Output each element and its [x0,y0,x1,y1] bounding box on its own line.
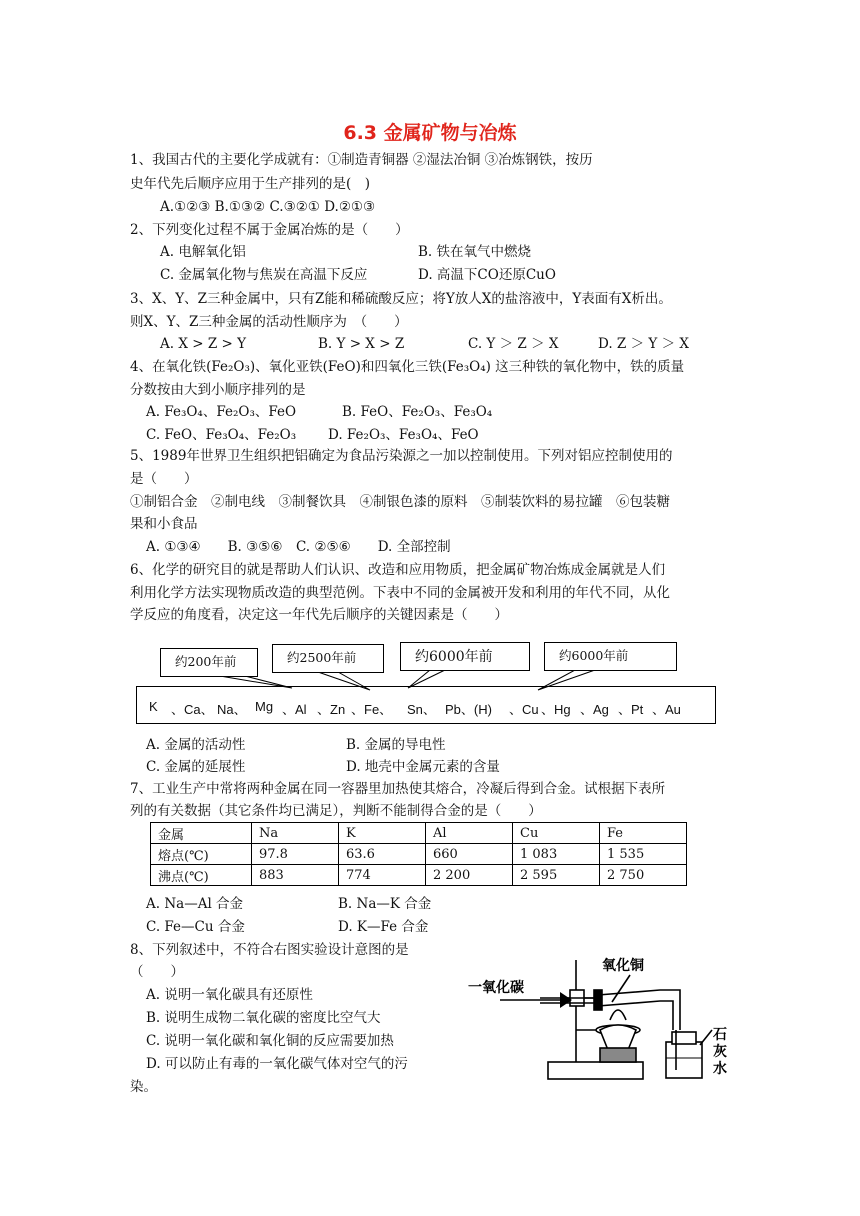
q4-option-d: D. Fe₂O₃、Fe₃O₄、FeO [328,427,479,443]
table-cell: 97.8 [252,844,339,865]
table-cell: 2 595 [513,865,600,886]
q1-stem: 1、我国古代的主要化学成就有：①制造青铜器 ②湿法冶铜 ③冶炼钢铁，按历 [130,152,593,168]
q2-option-a: A. 电解氧化铝 [160,244,246,260]
table-cell: 63.6 [339,844,426,865]
q5-items: 果和小食品 [130,516,198,532]
q8-stem: 8、下列叙述中，不符合右图实验设计意图的是 [130,942,409,958]
q4-option-c: C. FeO、Fe₃O₄、Fe₂O₃ [146,427,297,443]
lime-water-label: 石 [713,1027,727,1043]
q6-option-d: D. 地壳中金属元素的含量 [346,759,500,775]
q4-stem: 分数按由大到小顺序排列的是 [130,382,306,398]
q6-option-a: A. 金属的活动性 [146,737,246,753]
q8-stem: （ ） [130,964,184,980]
q1-stem: 史年代先后顺序应用于生产排列的是( ) [130,176,371,192]
q7-option-a: A. Na—Al 合金 [146,896,244,912]
q6-stem: 学反应的角度看，决定这一年代先后顺序的关键因素是（ ） [130,607,508,623]
co-label: 一氧化碳 [468,980,524,996]
q4-option-a: A. Fe₃O₄、Fe₂O₃、FeO [146,404,297,420]
table-cell: 2 200 [426,865,513,886]
table-cell: Fe [600,823,687,844]
q7-option-b: B. Na—K 合金 [338,896,432,912]
q7-option-c: C. Fe—Cu 合金 [146,919,245,935]
metal-properties-table [150,822,687,886]
bubble-2500-years: 约2500年前 [272,644,384,673]
q5-stem: 是（ ） [130,471,198,487]
q2-option-d: D. 高温下CO还原CuO [418,267,556,283]
table-cell: 883 [252,865,339,886]
table-cell: Na [252,823,339,844]
series-item: 、Pt [618,702,644,717]
table-cell: 1 083 [513,844,600,865]
q8-option-a: A. 说明一氧化碳具有还原性 [146,987,313,1003]
q4-stem: 4、在氧化铁(Fe₂O₃)、氧化亚铁(FeO)和四氧化三铁(Fe₃O₄) 这三种铁的氧化物中，铁的质量 [130,359,685,375]
q6-option-b: B. 金属的导电性 [346,737,446,753]
q6-stem: 6、化学的研究目的就是帮助人们认识、改造和应用物质，把金属矿物冶炼成金属就是人们 [130,562,666,578]
q3-stem: 则X、Y、Z三种金属的活动性顺序为 （ ） [130,314,408,330]
bubble-200-years: 约200年前 [160,648,258,677]
series-item: 、Au [652,702,681,717]
q7-stem: 列的有关数据（其它条件均已满足），判断不能制得合金的是（ ） [130,803,542,819]
series-item: K [149,699,158,714]
table-cell: 2 750 [600,865,687,886]
table-cell: 660 [426,844,513,865]
table-row [151,844,687,865]
table-row [151,823,687,844]
table-cell: 沸点(℃) [151,865,252,886]
q6-stem: 利用化学方法实现物质改造的典型范例。下表中不同的金属被开发和利用的年代不同，从化 [130,585,670,601]
table-cell: Al [426,823,513,844]
table-cell: 1 535 [600,844,687,865]
series-item: Sn、 [407,702,436,717]
q8-option-d: 染。 [130,1079,157,1095]
metal-activity-series-box [136,686,716,724]
series-item: Pb、(H) [445,702,492,717]
q4-option-b: B. FeO、Fe₂O₃、Fe₃O₄ [342,404,493,420]
series-item: Mg [255,699,274,714]
series-item: 、Ag [580,702,609,717]
series-item: 、Cu [509,702,539,717]
q1-options: A.①②③ B.①③② C.③②① D.②①③ [160,199,376,215]
series-item: 、Ca、 [171,702,214,717]
q7-option-d: D. K—Fe 合金 [338,919,429,935]
series-item: 、Hg [541,702,571,717]
q8-option-d: D. 可以防止有毒的一氧化碳气体对空气的污 [146,1056,408,1072]
page-title: 6.3 金属矿物与冶炼 [343,122,517,144]
lime-water-label: 灰 [713,1044,727,1060]
table-cell: 774 [339,865,426,886]
q8-option-b: B. 说明生成物二氧化碳的密度比空气大 [146,1010,381,1026]
table-cell: Cu [513,823,600,844]
series-item: 、Zn [317,702,346,717]
q3-option-b: B. Y > X > Z [318,336,405,352]
q3-option-d: D. Z ＞ Y ＞ X [598,336,689,352]
table-row [151,865,687,886]
bubble-6000-years: 约6000年前 [400,642,530,671]
bubble-6000-years: 约6000年前 [544,642,677,671]
q3-option-a: A. X > Z > Y [160,336,247,352]
q7-stem: 7、工业生产中常将两种金属在同一容器里加热使其熔合，冷凝后得到合金。试根据下表所 [130,781,666,797]
q5-stem: 5、1989年世界卫生组织把铝确定为食品污染源之一加以控制使用。下列对铝应控制使用的 [130,448,673,464]
q5-items: ①制铝合金 ②制电线 ③制餐饮具 ④制银色漆的原料 ⑤制装饮料的易拉罐 ⑥包装糖 [130,494,670,510]
q5-options: A. ①③④ B. ③⑤⑥ C. ②⑤⑥ D. 全部控制 [146,539,451,555]
table-cell: 熔点(℃) [151,844,252,865]
q6-option-c: C. 金属的延展性 [146,759,246,775]
series-item: 、Al [282,702,307,717]
table-cell: 金属 [151,823,252,844]
series-item: Na、 [217,702,247,717]
q3-option-c: C. Y ＞ Z ＞ X [468,336,559,352]
series-item: 、Fe、 [351,702,393,717]
q3-stem: 3、X、Y、Z三种金属中，只有Z能和稀硫酸反应；将Y放人X的盐溶液中，Y表面有X析出。 [130,291,672,307]
table-cell: K [339,823,426,844]
q2-option-b: B. 铁在氧气中燃烧 [418,244,532,260]
q8-option-c: C. 说明一氧化碳和氧化铜的反应需要加热 [146,1033,394,1049]
q2-option-c: C. 金属氧化物与焦炭在高温下反应 [160,267,368,283]
q2-stem: 2、下列变化过程不属于金属冶炼的是（ ） [130,222,409,238]
lime-water-label: 水 [713,1061,727,1077]
cuo-label: 氧化铜 [602,958,644,974]
